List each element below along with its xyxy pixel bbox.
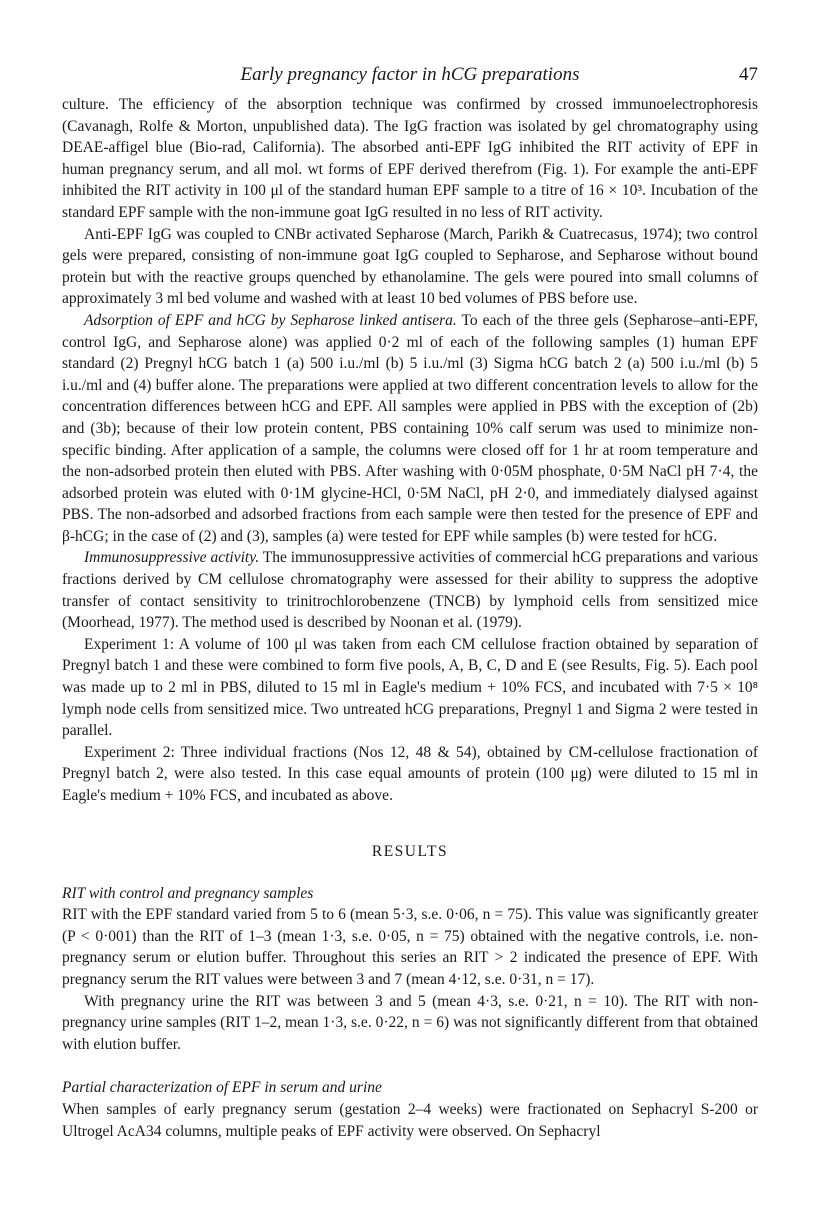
experiment-2-paragraph: Experiment 2: Three individual fractions (Nos 12, 48 & 54), obtained by CM-cellulose fractionation of Pregnyl batch 2, were also tested. In this case equal amounts of protein (100 μg) were diluted to 15 ml in Eagle's medium + 10% FCS, and incubated as above. — [62, 743, 758, 804]
methods-paragraph-3 — [62, 310, 758, 548]
immunosuppressive-run-in-heading: Immunosuppressive activity. — [84, 549, 260, 567]
results-paragraph-1: RIT with the EPF standard varied from 5 to 6 (mean 5·3, s.e. 0·06, n = 75). This value was significantly greater (P < 0·001) than the RIT of 1–3 (mean 1·3, s.e. 0·05, n = 75) obtained with the negative controls, i.e. non-pregnancy serum or elution buffer. Throughout this series an RIT > 2 indicated the presence of EPF. With pregnancy serum the RIT values were between 3 and 7 (mean 4·12, s.e. 0·31, n = 17). — [62, 906, 758, 988]
methods-paragraph-1: culture. The efficiency of the absorption technique was confirmed by crossed immunoelectrophoresis (Cavanagh, Rolfe & Morton, unpublished data). The IgG fraction was isolated by gel chromatography using DEAE-affigel blue (Bio-rad, California). The absorbed anti-EPF IgG inhibited the RIT activity of EPF in human pregnancy serum, and all mol. wt forms of EPF derived therefrom (Fig. 1). For example the anti-EPF inhibited the RIT activity in 100 μl of the standard human EPF sample to a titre of 16 × 10³. Incubation of the standard EPF sample with the non-immune goat IgG resulted in no less of RIT activity. — [62, 96, 758, 221]
running-title: Early pregnancy factor in hCG preparations — [240, 64, 580, 85]
adsorption-run-in-heading: Adsorption of EPF and hCG by Sepharose linked antisera. — [84, 311, 457, 329]
methods-paragraph-2: Anti-EPF IgG was coupled to CNBr activated Sepharose (March, Parikh & Cuatrecasus, 1974); two control gels were prepared, consisting of non-immune goat IgG coupled to Sepharose, and Sepharose without bound protein but with the reactive groups quenched by ethanolamine. The gels were poured into small columns of approximately 3 ml bed volume and washed with at least 10 bed volumes of PBS before use. — [62, 225, 758, 308]
results-paragraph-2: With pregnancy urine the RIT was between 3 and 5 (mean 4·3, s.e. 0·21, n = 10). The RIT with non-pregnancy urine samples (RIT 1–2, mean 1·3, s.e. 0·22, n = 6) was not significantly different from that obtained with elution buffer. — [62, 992, 758, 1053]
results-paragraph-3: When samples of early pregnancy serum (gestation 2–4 weeks) were fractionated on Sephacryl S-200 or Ultrogel AcA34 columns, multiple peaks of EPF activity were observed. On Sephacryl — [62, 1100, 758, 1140]
adsorption-text: To each of the three gels (Sepharose–anti-EPF, control IgG, and Sepharose alone) was applied 0·2 ml of each of the following samples (1) human EPF standard (2) Pregnyl hCG batch 1 (a) 500 i.u./ml (b) 5 i.u./ml (3) Sigma hCG batch 2 (a) 500 i.u./ml (b) 5 i.u./ml and (4) buffer alone. The preparations were applied at two different concentration levels to allow for the concentration differences between hCG and EPF. All samples were applied in PBS with the exception of (2b) and (3b); because of their low protein content, PBS containing 10% calf serum was used to minimize non-specific binding. After application of a sample, the columns were closed off for 1 hr at room temperature and the non-adsorbed protein then eluted with PBS. After washing with 0·05M phosphate, 0·5M NaCl pH 7·4, the adsorbed protein was eluted with 0·1M glycine-HCl, 0·5M NaCl, pH 2·0, and immediately dialysed against PBS. The non-adsorbed and adsorbed fractions from each sample were then tested for the presence of EPF and β-hCG; in the case of (2) and (3), samples (a) were tested for EPF while samples (b) were tested for hCG. — [62, 311, 758, 545]
results-subheading-characterization: Partial characterization of EPF in serum and urine — [62, 1079, 382, 1097]
page — [62, 64, 758, 1142]
immunosuppressive-text: The immunosuppressive activities of commercial hCG preparations and various fractions derived by CM cellulose chromatography were assessed for their ability to suppress the adoptive transfer of contact sensitivity to trinitrochlorobenzene (TNCB) by lymphoid cells from sensitized mice (Moorhead, 1977). The method used is described by Noonan et al. (1979). — [62, 549, 758, 632]
page-number: 47 — [739, 64, 758, 85]
running-head — [62, 64, 758, 94]
results-heading: RESULTS — [371, 842, 449, 860]
methods-paragraph-4 — [62, 547, 758, 633]
experiment-1-paragraph: Experiment 1: A volume of 100 μl was taken from each CM cellulose fraction obtained by separation of Pregnyl batch 1 and these were combined to form five pools, A, B, C, D and E (see Results, Fig. 5). Each pool was made up to 2 ml in PBS, diluted to 15 ml in Eagle's medium + 10% FCS, and incubated with 7·5 × 10⁸ lymph node cells from sensitized mice. Two untreated hCG preparations, Pregnyl 1 and Sigma 2 were tested in parallel. — [62, 635, 758, 740]
results-subheading-rit: RIT with control and pregnancy samples — [62, 884, 314, 902]
